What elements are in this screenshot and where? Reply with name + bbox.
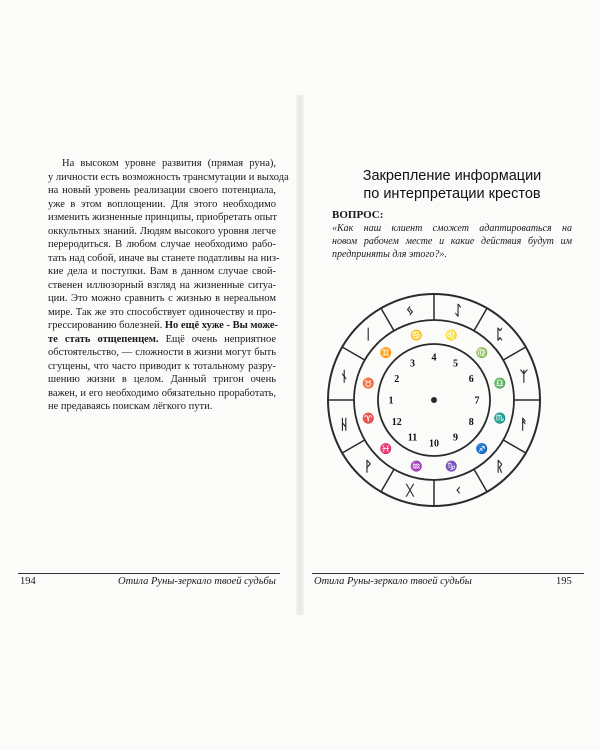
house-number: 9 — [453, 432, 458, 444]
right-page — [302, 0, 600, 750]
house-number: 3 — [410, 358, 415, 370]
sector-divider — [342, 347, 365, 360]
zodiac-glyph: ♒ — [410, 461, 423, 473]
sector-divider — [342, 440, 365, 453]
zodiac-glyph: ♉ — [362, 378, 375, 390]
house-number: 10 — [429, 438, 439, 450]
text-line-with-bold — [48, 333, 276, 347]
text-line: важен, и его необходимо обязательно проработать, — [48, 387, 276, 399]
zodiac-glyph: ♑ — [445, 461, 458, 473]
page-number: 195 — [556, 576, 572, 587]
zodiac-glyph: ♍ — [475, 347, 489, 359]
sector-divider — [381, 308, 394, 331]
zodiac-glyph: ♋ — [410, 330, 423, 342]
house-number: 11 — [407, 432, 418, 444]
question-line: новом рабочем месте и какие действия будут им — [332, 236, 572, 247]
question-line: «Как наш клиент сможет адаптироваться на — [332, 223, 572, 234]
zodiac-glyph: ♎ — [493, 378, 506, 390]
sector-divider — [381, 469, 394, 492]
text-line: не предаваясь поискам лёгкого пути. — [48, 401, 213, 412]
running-footer: Отила Руны-зеркало твоей судьбы — [314, 576, 472, 587]
rune-glyph: ᚺ — [339, 418, 349, 434]
house-number: 6 — [468, 374, 474, 385]
rune-glyph: ᚲ — [453, 483, 463, 499]
text-line-with-bold — [48, 319, 279, 333]
wheel-hub-dot — [431, 397, 437, 403]
text-line: мире. Так же это способствует одиночеству и про- — [48, 306, 276, 318]
rune-glyph: ᛇ — [453, 304, 463, 320]
sector-divider — [474, 308, 487, 331]
house-number: 4 — [431, 352, 437, 364]
sector-divider — [474, 469, 487, 492]
left-page — [0, 0, 298, 750]
footer-rule — [18, 573, 280, 574]
page-number: 194 — [20, 576, 36, 587]
rune-glyph: ᚱ — [495, 459, 504, 475]
text-line: переродиться. В любом случае необходимо рабо- — [48, 239, 276, 250]
text-line: на новый уровень реализации своего потенциала, — [48, 185, 276, 196]
footer-rule — [312, 573, 584, 574]
house-number: 7 — [474, 395, 480, 407]
zodiac-glyph: ♐ — [475, 444, 489, 456]
text-line: кие дела и поступки. Вам в данном случае свой- — [48, 266, 276, 277]
zodiac-glyph: ♏ — [493, 413, 506, 425]
rune-glyph: ᚷ — [405, 483, 415, 499]
rune-glyph: ᛉ — [519, 369, 529, 385]
text-line: изменить жизненные принципы, приобретать опыт — [48, 212, 277, 223]
house-number: 2 — [394, 374, 400, 385]
question-label: ВОПРОС: — [332, 209, 384, 221]
text-line: у личности есть возможность трансмутации и выхода — [48, 171, 289, 183]
bold-phrase: те стать отщепенцем. — [48, 333, 159, 345]
text-line: ственен иллюзорный взгляд на жизненные ситуа- — [48, 279, 276, 291]
house-number: 8 — [468, 417, 474, 428]
text-line: На высоком уровне развития (прямая руна), — [62, 158, 276, 169]
house-number: 1 — [388, 395, 394, 407]
body-paragraph — [48, 157, 289, 414]
astrological-wheel-diagram — [324, 290, 544, 510]
text-line: ции. Это можно сравнить с жизнью в нереальном — [48, 293, 276, 304]
text-line: оккультных знаний. Людям высокого уровня легче — [48, 225, 276, 237]
text-line: шению жизни в целом. Данный тригон очень — [48, 374, 276, 385]
house-number: 5 — [453, 358, 458, 370]
bold-phrase: Но ещё хуже - Вы може- — [164, 320, 279, 331]
rune-glyph: ᛁ — [364, 328, 373, 344]
rune-glyph: ᚹ — [364, 459, 373, 475]
running-footer: Отила Руны-зеркало твоей судьбы — [118, 576, 276, 587]
section-title-line2: по интерпретации крестов — [363, 186, 541, 202]
sector-divider — [503, 440, 526, 453]
text-line: сгущены, что часто приводит к тотальному разру- — [48, 360, 276, 372]
text-fragment: Ещё очень неприятное — [158, 333, 276, 345]
section-title-line1: Закрепление информации — [362, 168, 542, 184]
zodiac-glyph: ♓ — [379, 444, 393, 456]
rune-glyph: ᛈ — [495, 328, 504, 344]
rune-glyph: ᚨ — [519, 418, 529, 434]
house-number: 12 — [391, 417, 402, 428]
text-line: тать над собой, иначе вы станете податливы на низ- — [48, 252, 280, 264]
question-text — [332, 222, 572, 261]
sector-divider — [503, 347, 526, 360]
text-line: уже в этом воплощении. Для этого необходимо — [48, 198, 276, 210]
text-line: обстоятельство, — сложности в жизни могут быть — [48, 347, 276, 358]
question-line: предприняты для этого?». — [332, 249, 447, 260]
zodiac-glyph: ♌ — [445, 330, 458, 342]
text-fragment: грессированию болезней. — [48, 320, 165, 331]
zodiac-glyph: ♈ — [362, 413, 375, 425]
rune-glyph: ᛃ — [405, 304, 415, 320]
zodiac-glyph: ♊ — [379, 347, 393, 359]
rune-glyph: ᚾ — [339, 369, 349, 385]
